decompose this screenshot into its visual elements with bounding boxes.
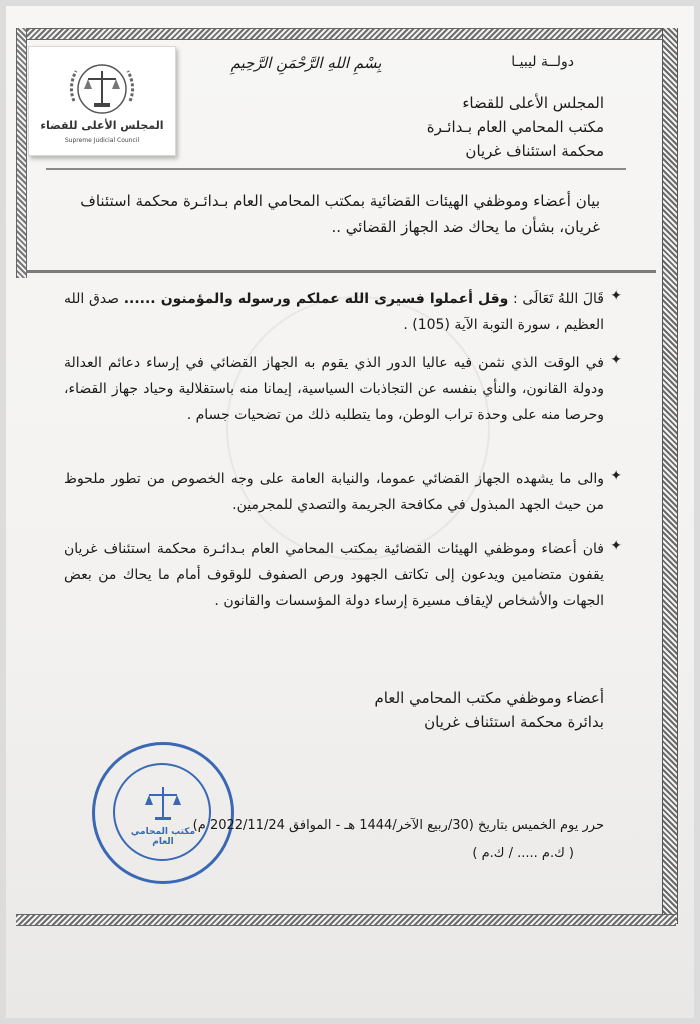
issue-date: حرر يوم الخميس بتاريخ (30/ربيع الآخر/1444 هـ - الموافق 2022/11/24 م) [192, 818, 604, 833]
stamp-label: مكتب المحامي العام [130, 827, 196, 847]
stamp-scales-icon [95, 745, 231, 881]
decorative-border-left [16, 28, 27, 278]
logo-english-text: Supreme Judicial Council [64, 137, 140, 144]
bullet-icon: ✦ [610, 538, 622, 554]
logo-arabic-text: المجلس الأعلى للقضاء [40, 119, 164, 132]
signature-line-2: بدائرة محكمة استئناف غريان [424, 713, 604, 731]
decorative-border-top [16, 28, 676, 40]
subject-divider [26, 270, 656, 273]
official-stamp [92, 742, 234, 884]
quran-quote [64, 286, 604, 338]
reference-number: ( ك.م ..... / ك.م ) [472, 846, 574, 861]
paragraph-2: والى ما يشهده الجهاز القضائي عموما، والنيابة العامة على وجه الخصوص من تطور ملحوظ من حيث الجهد المبذول في مكافحة الجريمة والتصدي للمجرمين. [64, 471, 604, 513]
bullet-icon: ✦ [610, 288, 622, 304]
paragraph-3: فان أعضاء وموظفي الهيئات القضائية بمكتب المحامي العام بـدائـرة محكمة استئناف غريان يقفون متضامين ويدعون إلى تكاتف الجهود ورص الصفوف للوقوف أمام ما يحاك من بعض الجهات والأشخاص لإيقاف مسيرة إرساء دولة المؤسسات والقانون . [64, 541, 604, 609]
quote-verse: وقل أعملوا فسيرى الله عملكم ورسوله والمؤمنون ...... [123, 291, 509, 307]
council-logo [28, 46, 176, 156]
scales-emblem-icon [62, 57, 142, 119]
bullet-icon: ✦ [610, 468, 622, 484]
decorative-border-right [662, 28, 678, 924]
document-page [6, 6, 694, 1018]
paragraph-1: في الوقت الذي نثمن فيه عاليا الدور الذي يقوم به الجهاز القضائي في إرساء دعائم العدالة ودولة القانون، والنأي بنفسه عن التجاذبات السياسية، إيمانا منه باستقلالية وحياد جهاز القضاء، وحرصا منه على وحدة تراب الوطن، وما يتطلبه ذلك من تضحيات جسام . [64, 355, 604, 423]
quote-intro: قَالَ اللهُ تَعَالَى : [513, 291, 605, 307]
bullet-icon: ✦ [610, 352, 622, 368]
org-line-3: محكمة استئناف غريان [465, 142, 604, 160]
state-name: دولــة ليبيـا [511, 54, 574, 70]
signature-line-1: أعضاء وموظفي مكتب المحامي العام [374, 689, 604, 707]
org-line-1: المجلس الأعلى للقضاء [462, 94, 604, 112]
decorative-border-bottom [16, 914, 676, 926]
document-subject: بيان أعضاء وموظفي الهيئات القضائية بمكتب المحامي العام بـدائـرة محكمة استئناف غريان، بشأن ما يحاك ضد الجهاز القضائي .. [80, 192, 600, 236]
org-line-2: مكتب المحامي العام بـدائـرة [426, 118, 604, 136]
header-divider [46, 168, 626, 170]
quote-tail: صدق الله العظيم ، سورة التوبة الآية (105) . [64, 291, 604, 333]
basmala: بِسْمِ اللهِ الرَّحْمَنِ الرَّحِيمِ [230, 54, 382, 72]
